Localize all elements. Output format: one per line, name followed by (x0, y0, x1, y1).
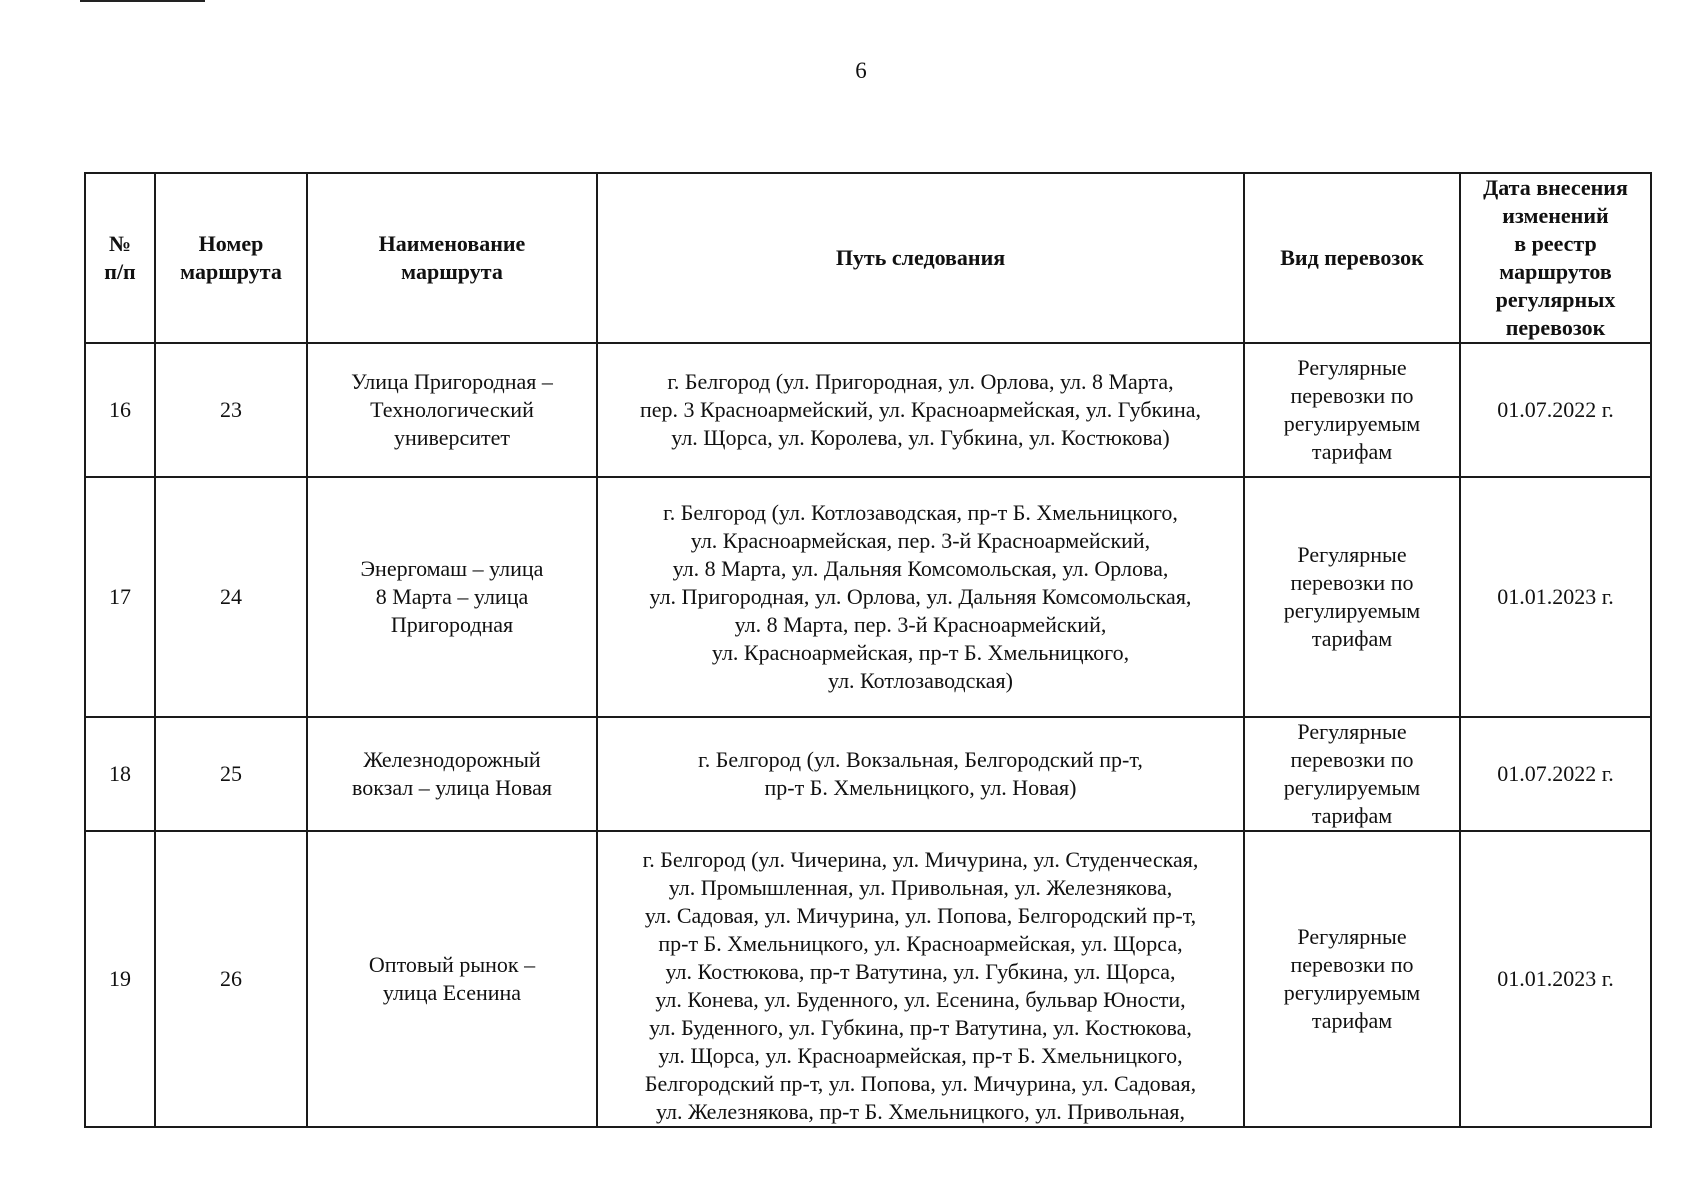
cell-path: г. Белгород (ул. Пригородная, ул. Орлова, ул. 8 Марта, пер. 3 Красноармейский, ул. Красноармейская, ул. Губкина, ул. Щорса, ул. Королева, ул. Губкина, ул. Костюкова) (597, 343, 1244, 477)
cell-transport-type: Регулярные перевозки по регулируемым тарифам (1244, 717, 1460, 831)
header-route-name: Наименование маршрута (307, 173, 597, 343)
cell-route-number: 26 (155, 831, 307, 1127)
cell-route-name: Оптовый рынок – улица Есенина (307, 831, 597, 1127)
table-header-row (85, 173, 1651, 343)
cell-route-number: 23 (155, 343, 307, 477)
table-row (85, 343, 1651, 477)
cell-route-name: Энергомаш – улица 8 Марта – улица Пригородная (307, 477, 597, 717)
cell-route-name: Железнодорожный вокзал – улица Новая (307, 717, 597, 831)
cell-path: г. Белгород (ул. Котлозаводская, пр-т Б. Хмельницкого, ул. Красноармейская, пер. 3-й Красноармейский, ул. 8 Марта, ул. Дальняя Комсомольская, ул. Орлова, ул. Пригородная, ул. Орлова, ул. Дальняя Комсомольская, ул. 8 Марта, пер. 3-й Красноармейский, ул. Красноармейская, пр-т Б. Хмельницкого, ул. Котлозаводская) (597, 477, 1244, 717)
cell-num: 17 (85, 477, 155, 717)
table-row (85, 831, 1651, 1127)
page-number: 6 (855, 58, 867, 83)
routes-table (84, 172, 1652, 1128)
table-row (85, 477, 1651, 717)
header-num: № п/п (85, 173, 155, 343)
cell-path: г. Белгород (ул. Вокзальная, Белгородский пр-т, пр-т Б. Хмельницкого, ул. Новая) (597, 717, 1244, 831)
cell-num: 18 (85, 717, 155, 831)
header-path: Путь следования (597, 173, 1244, 343)
cell-date: 01.07.2022 г. (1460, 717, 1651, 831)
cell-path: г. Белгород (ул. Чичерина, ул. Мичурина, ул. Студенческая, ул. Промышленная, ул. Привольная, ул. Железнякова, ул. Садовая, ул. Мичурина, ул. Попова, Белгородский пр-т, пр-т Б. Хмельницкого, ул. Красноармейская, ул. Щорса, ул. Костюкова, пр-т Ватутина, ул. Губкина, ул. Щорса, ул. Конева, ул. Буденного, ул. Есенина, бульвар Юности, ул. Буденного, ул. Губкина, пр-т Ватутина, ул. Костюкова, ул. Щорса, ул. Красноармейская, пр-т Б. Хмельницкого, Белгородский пр-т, ул. Попова, ул. Мичурина, ул. Садовая, ул. Железнякова, пр-т Б. Хмельницкого, ул. Привольная, (597, 831, 1244, 1127)
cell-num: 19 (85, 831, 155, 1127)
table-row (85, 717, 1651, 831)
header-date: Дата внесения изменений в реестр маршрутов регулярных перевозок (1460, 173, 1651, 343)
cell-route-name: Улица Пригородная – Технологический университет (307, 343, 597, 477)
cell-route-number: 24 (155, 477, 307, 717)
cell-transport-type: Регулярные перевозки по регулируемым тарифам (1244, 831, 1460, 1127)
cell-route-number: 25 (155, 717, 307, 831)
header-route-number: Номер маршрута (155, 173, 307, 343)
cell-date: 01.01.2023 г. (1460, 831, 1651, 1127)
cell-transport-type: Регулярные перевозки по регулируемым тарифам (1244, 477, 1460, 717)
cell-num: 16 (85, 343, 155, 477)
cell-date: 01.07.2022 г. (1460, 343, 1651, 477)
cell-date: 01.01.2023 г. (1460, 477, 1651, 717)
cell-transport-type: Регулярные перевозки по регулируемым тарифам (1244, 343, 1460, 477)
top-rule (80, 0, 205, 2)
header-transport-type: Вид перевозок (1244, 173, 1460, 343)
